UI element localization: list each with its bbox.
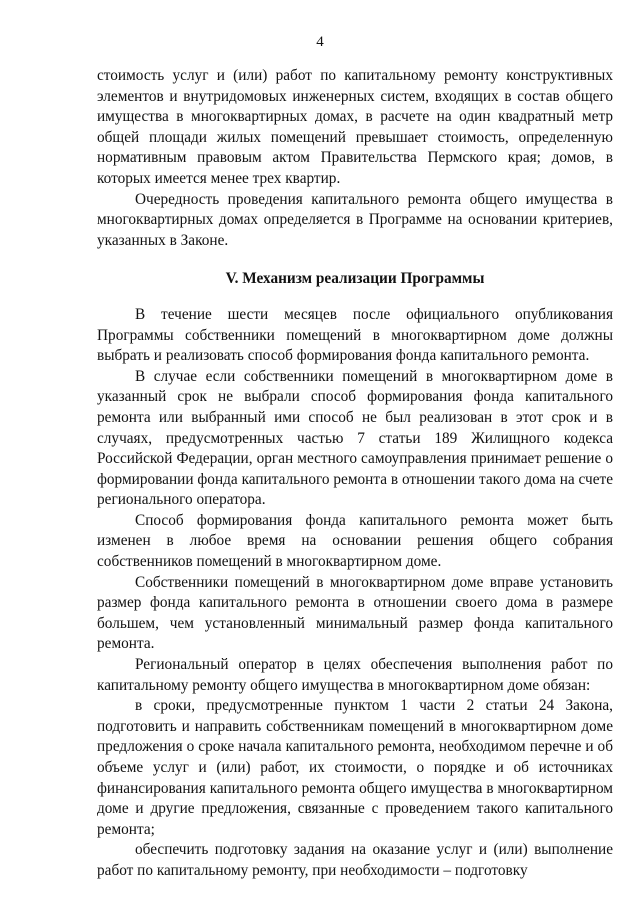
page-number: 4: [316, 34, 324, 50]
paragraph: в сроки, предусмотренные пунктом 1 части 2 статьи 24 Закона, подготовить и направить собственникам помещений в многоквартирном доме предложения о сроке начала капитального ремонта, необходимом перечне и об объеме услуг и (или) работ, их стоимости, о порядке и об источниках финансирования капитального ремонта общего имущества в многоквартирном доме и другие предложения, связанные с проведением такого капитального ремонта;: [97, 697, 613, 838]
paragraph: Региональный оператор в целях обеспечения выполнения работ по капитальному ремонту общего имущества в многоквартирном доме обязан:: [97, 656, 613, 694]
paragraph: В течение шести месяцев после официального опубликования Программы собственники помещений в многоквартирном доме должны выбрать и реализовать способ формирования фонда капитального ремонта.: [97, 305, 613, 365]
paragraph: Очередность проведения капитального ремонта общего имущества в многоквартирных домах определяется в Программе на основании критериев, указанных в Законе.: [97, 190, 613, 249]
paragraph: Способ формирования фонда капитального ремонта может быть изменен в любое время на основании решения общего собрания собственников помещений в многоквартирном доме.: [97, 511, 613, 571]
document-body: [97, 66, 613, 882]
paragraph: В случае если собственники помещений в многоквартирном доме в указанный срок не выбрали способ формирования фонда капитального ремонта или выбранный ими способ не был реализован в этот срок и в случаях, предусмотренных частью 7 статьи 189 Жилищного кодекса Российской Федерации, орган местного самоуправления принимает решение о формировании фонда капитального ремонта в отношении такого дома на счете регионального оператора.: [97, 367, 613, 509]
section-heading: V. Механизм реализации Программы: [225, 270, 485, 288]
paragraph: стоимость услуг и (или) работ по капитальному ремонту конструктивных элементов и внутридомовых инженерных систем, входящих в состав общего имущества в многоквартирных домах, в расчете на один квадратный метр общей площади жилых помещений превышает стоимость, определенную нормативным правовым актом Правительства Пермского края; домов, в которых имеется менее трех квартир.: [97, 67, 613, 187]
paragraph: Собственники помещений в многоквартирном доме вправе установить размер фонда капитального ремонта в отношении своего дома в размере большем, чем установленный минимальный размер фонда капитального ремонта.: [97, 573, 613, 653]
paragraph: обеспечить подготовку задания на оказание услуг и (или) выполнение работ по капитальному ремонту, при необходимости – подготовку: [97, 841, 613, 879]
